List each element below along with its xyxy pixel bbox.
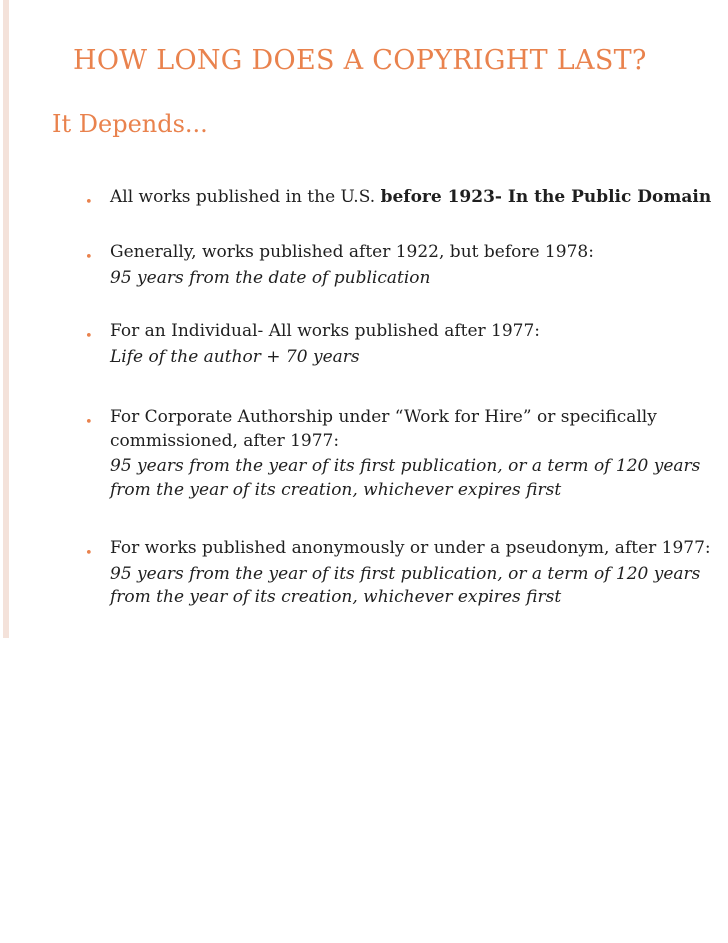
- bullet-detail: 95 years from the date of publication: [110, 267, 431, 288]
- bullet-item-pre-1923: [85, 186, 728, 210]
- bullet-text-line-2: commissioned, after 1977:: [110, 430, 340, 451]
- bullet-detail-line-2: from the year of its creation, whichever expires first: [110, 587, 562, 607]
- bullet-text-bold: before 1923- In the Public Domain: [380, 187, 712, 207]
- bullet-detail-line-2: from the year of its creation, whichever expires first: [110, 479, 562, 500]
- bullet-dot-icon: •: [85, 415, 93, 430]
- bullet-dot-icon: •: [85, 329, 93, 344]
- bullet-detail-line-1: 95 years from the year of its first publication, or a term of 120 years: [110, 456, 701, 476]
- left-accent-bar: [3, 0, 9, 638]
- bullet-text: For an Individual- All works published after 1977:: [110, 321, 541, 341]
- bullet-dot-icon: •: [85, 195, 93, 210]
- bullet-dot-icon: •: [85, 250, 93, 265]
- bullet-item-corporate: [85, 406, 728, 502]
- bullet-item-1922-1978: [85, 241, 728, 290]
- bullet-item-individual: [85, 320, 728, 369]
- bullet-text: Generally, works published after 1922, but before 1978:: [110, 242, 594, 262]
- slide-subtitle: It Depends...: [52, 110, 208, 138]
- bullet-item-anonymous: [85, 537, 728, 610]
- bullet-dot-icon: •: [85, 546, 93, 561]
- bullet-text: [110, 186, 728, 210]
- bullet-text-plain: All works published in the U.S.: [110, 187, 381, 207]
- slide-title: HOW LONG DOES A COPYRIGHT LAST?: [73, 45, 647, 76]
- bullet-text: For works published anonymously or under a pseudonym, after 1977:: [110, 538, 711, 558]
- bullet-detail: Life of the author + 70 years: [110, 346, 360, 367]
- bullet-detail-line-1: 95 years from the year of its first publication, or a term of 120 years: [110, 563, 701, 584]
- bullet-text-line-1: For Corporate Authorship under “Work for Hire” or specifically: [110, 407, 657, 427]
